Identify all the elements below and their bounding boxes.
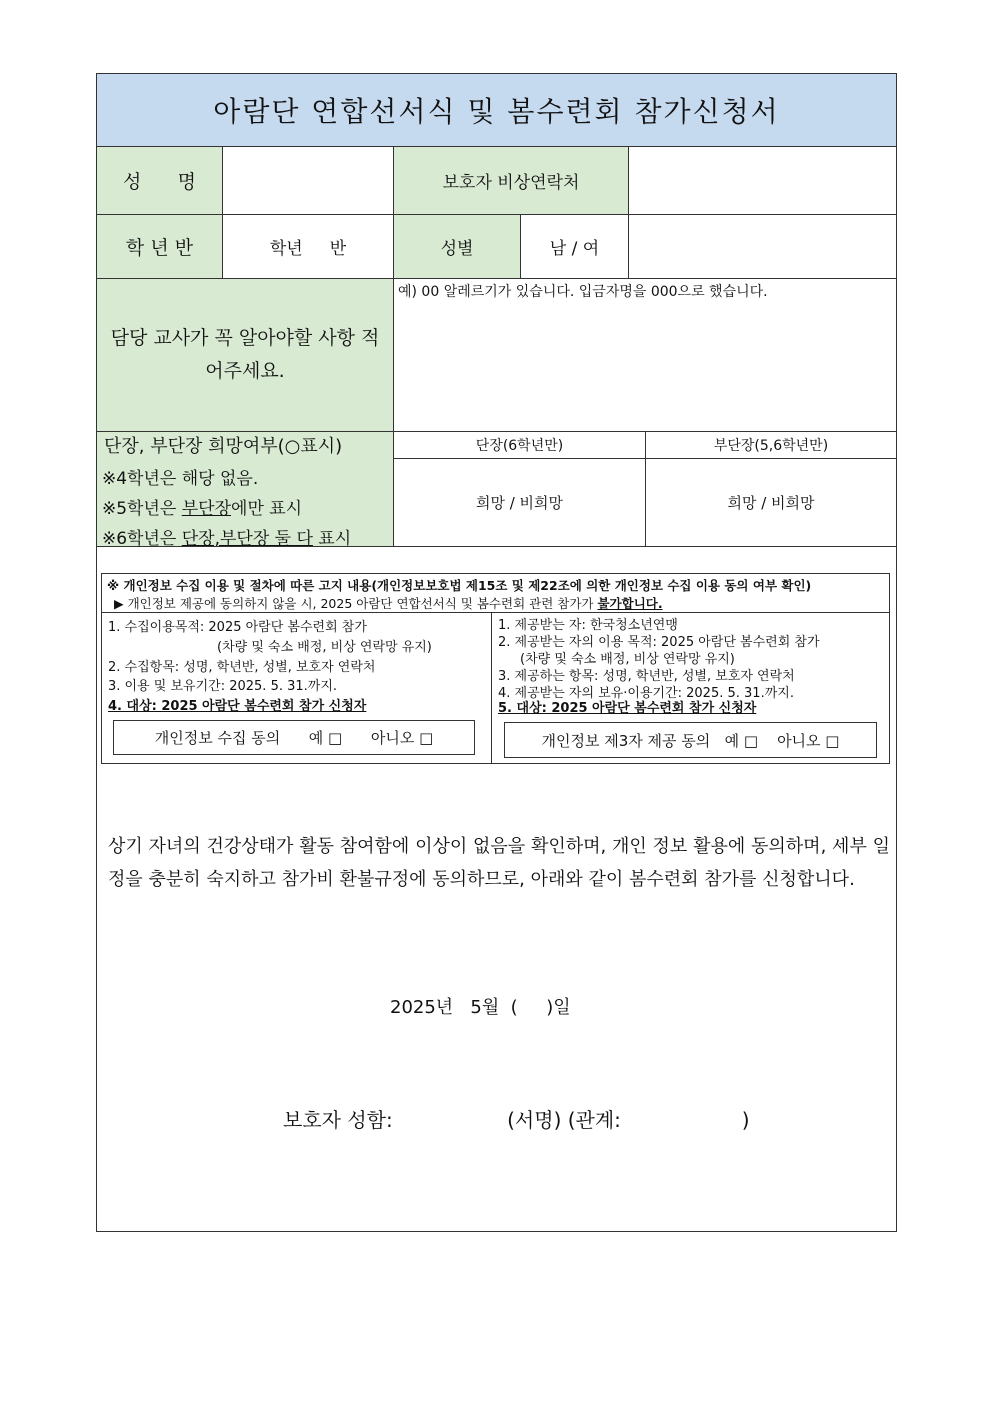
teacher-notes-label (96, 278, 394, 432)
privacy-warning: ▶ 개인정보 제공에 동의하지 않을 시, 2025 아람단 연합선서식 및 봄수련회 관련 참가가 불가합니다. (114, 596, 663, 611)
vice-leader-column-header: 부단장(5,6학년만) (645, 431, 897, 459)
third-party-consent-box[interactable]: 개인정보 제3자 제공 동의 예 □ 아니오 □ (504, 722, 877, 758)
right-item-3: 3. 제공하는 항목: 성명, 학년반, 성별, 보호자 연락처 (498, 669, 795, 684)
left-item-1-detail: (차량 및 숙소 배정, 비상 연락망 유지) (217, 640, 432, 655)
application-date: 2025년 5월 ( )일 (390, 997, 571, 1018)
right-item-1: 1. 제공받는 자: 한국청소년연맹 (498, 618, 678, 633)
left-item-3: 3. 이용 및 보유기간: 2025. 5. 31.까지. (108, 679, 338, 694)
guardian-contact-field[interactable] (628, 146, 897, 215)
left-item-1: 1. 수집이용목적: 2025 아람단 봄수련회 참가 (108, 620, 367, 635)
grade-class-label: 학 년 반 (96, 214, 223, 279)
grade-class-field[interactable]: 학년 반 (222, 214, 394, 279)
gender-field[interactable]: 남 / 여 (520, 214, 629, 279)
collection-consent-box[interactable]: 개인정보 수집 동의 예 □ 아니오 □ (113, 720, 475, 755)
grade5-note: ※5학년은 부단장에만 표시 (102, 499, 303, 519)
name-label: 성 명 (96, 146, 223, 215)
grade6-note: ※6학년은 단장,부단장 둘 다 표시 (102, 529, 352, 549)
divider (102, 612, 889, 613)
divider (491, 612, 492, 763)
left-item-2: 2. 수집항목: 성명, 학년반, 성별, 보호자 연락처 (108, 660, 376, 675)
leader-column-header: 단장(6학년만) (393, 431, 646, 459)
form-title: 아람단 연합선서식 및 봄수련회 참가신청서 (96, 73, 897, 147)
guardian-contact-label: 보호자 비상연락처 (393, 146, 629, 215)
leader-preference-heading: 단장, 부단장 희망여부(○표시) (104, 436, 343, 457)
empty-cell (628, 214, 897, 279)
name-field[interactable] (222, 146, 394, 215)
teacher-notes-text: 담당 교사가 꼭 알아야할 사항 적어주세요. (110, 327, 380, 382)
vice-leader-preference-choice[interactable]: 희망 / 비희망 (645, 458, 897, 547)
right-item-4: 4. 제공받는 자의 보유·이용기간: 2025. 5. 31.까지. (498, 686, 794, 701)
right-item-2: 2. 제공받는 자의 이용 목적: 2025 아람단 봄수련회 참가 (498, 635, 820, 650)
right-item-5: 5. 대상: 2025 아람단 봄수련회 참가 신청자 (498, 701, 757, 716)
privacy-header: ※ 개인정보 수집 이용 및 절차에 따른 고지 내용(개인정보보호법 제15조 및 제22조에 의한 개인정보 수집 이용 동의 여부 확인) (107, 578, 812, 593)
grade4-note: ※4학년은 해당 없음. (102, 469, 259, 489)
left-item-4: 4. 대상: 2025 아람단 봄수련회 참가 신청자 (108, 699, 367, 714)
guardian-signature-line[interactable]: 보호자 성함: (서명) (관계: ) (283, 1108, 750, 1132)
leader-preference-choice[interactable]: 희망 / 비희망 (393, 458, 646, 547)
teacher-notes-field[interactable] (393, 278, 897, 432)
privacy-notice (101, 573, 890, 764)
consent-statement: 상기 자녀의 건강상태가 활동 참여함에 이상이 없음을 확인하며, 개인 정보 활용에 동의하며, 세부 일정을 충분히 숙지하고 참가비 환불규정에 동의하므로, 아래와 같이 봄수련회 참가를 신청합니다. (108, 836, 890, 890)
gender-label: 성별 (393, 214, 521, 279)
teacher-notes-example: 예) 00 알레르기가 있습니다. 입금자명을 000으로 했습니다. (398, 284, 768, 300)
right-item-2-detail: (차량 및 숙소 배정, 비상 연락망 유지) (520, 652, 735, 667)
